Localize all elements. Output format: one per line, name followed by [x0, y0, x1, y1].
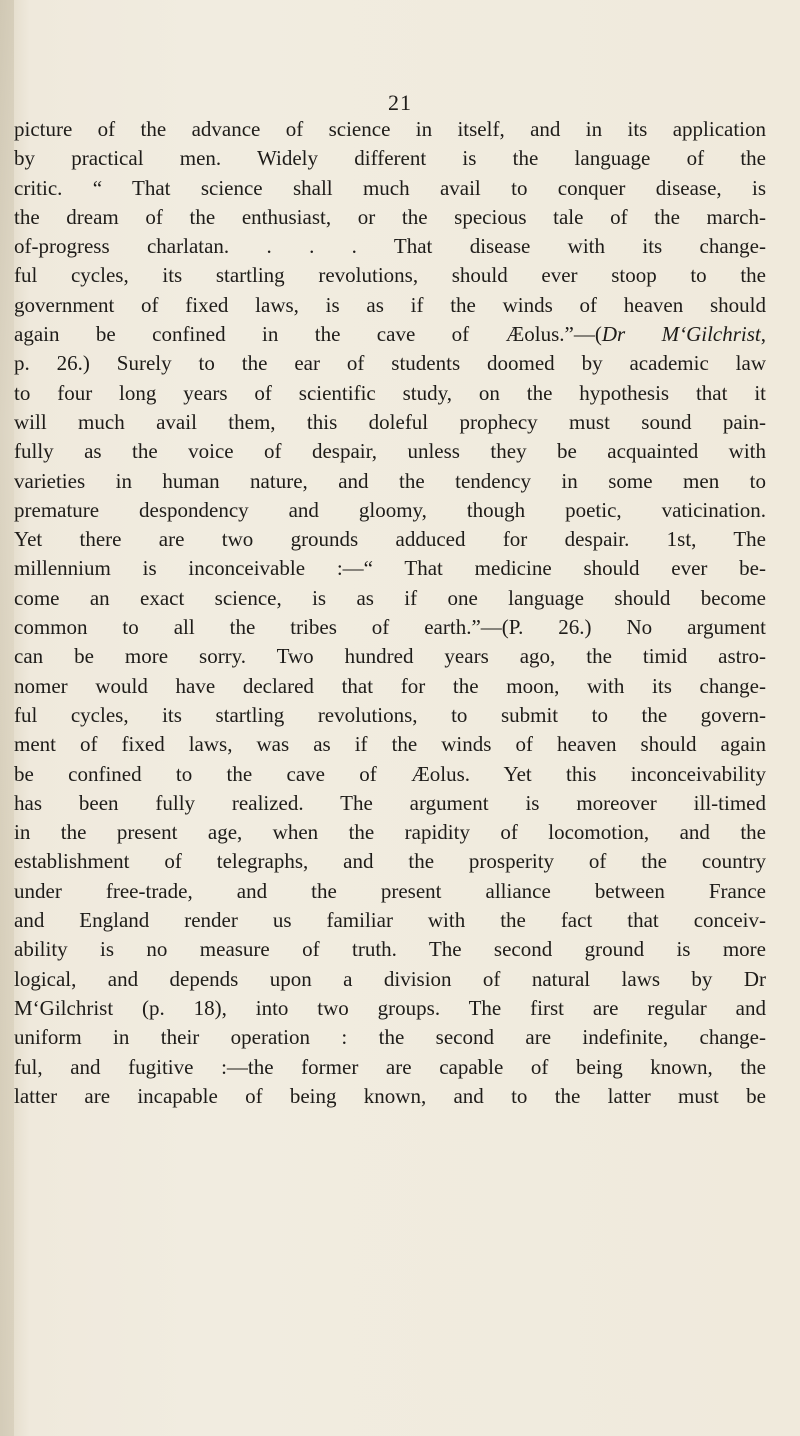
- text-line: ful, and fugitive :—the former are capable of being known, the: [14, 1054, 766, 1079]
- text-line: and England render us familiar with the fact that conceiv-: [14, 908, 766, 933]
- text-line: will much avail them, this doleful prophecy must sound pain-: [14, 409, 766, 434]
- text-line: uniform in their operation : the second are indefinite, change-: [14, 1025, 766, 1050]
- text-line: be confined to the cave of Æolus. Yet this inconceivability: [14, 761, 766, 786]
- binding-gutter: [0, 0, 14, 1436]
- text-line: M‘Gilchrist (p. 18), into two groups. The first are regular and: [14, 995, 766, 1020]
- text-line: critic. “ That science shall much avail to conquer disease, is: [14, 175, 766, 200]
- text-line: can be more sorry. Two hundred years ago, the timid astro-: [14, 644, 766, 669]
- body-text: [14, 115, 766, 1111]
- text-line: by practical men. Widely different is the language of the: [14, 146, 766, 171]
- text-line: ability is no measure of truth. The second ground is more: [14, 937, 766, 962]
- text-line: to four long years of scientific study, on the hypothesis that it: [14, 380, 766, 405]
- text-line: picture of the advance of science in itself, and in its application: [14, 117, 766, 141]
- text-line: ful cycles, its startling revolutions, should ever stoop to the: [14, 263, 766, 288]
- text-line: in the present age, when the rapidity of locomotion, and the: [14, 820, 766, 845]
- text-line: establishment of telegraphs, and the prosperity of the country: [14, 849, 766, 874]
- text-line: millennium is inconceivable :—“ That medicine should ever be-: [14, 556, 766, 581]
- text-line: come an exact science, is as if one language should become: [14, 585, 766, 610]
- text-line: ful cycles, its startling revolutions, to submit to the govern-: [14, 702, 766, 727]
- text-line: Yet there are two grounds adduced for despair. 1st, The: [14, 527, 766, 552]
- text-line: again be confined in the cave of Æolus.”—(Dr M‘Gilchrist,: [14, 322, 766, 347]
- text-line: latter are incapable of being known, and to the latter must be: [14, 1083, 766, 1108]
- text-line: nomer would have declared that for the moon, with its change-: [14, 673, 766, 698]
- text-line: p. 26.) Surely to the ear of students doomed by academic law: [14, 351, 766, 376]
- text-line: common to all the tribes of earth.”—(P. 26.) No argument: [14, 615, 766, 640]
- text-line: of-progress charlatan. . . . That disease with its change-: [14, 234, 766, 259]
- page-number: 21: [388, 90, 412, 115]
- text-line: has been fully realized. The argument is moreover ill-timed: [14, 790, 766, 815]
- text-line: the dream of the enthusiast, or the specious tale of the march-: [14, 204, 766, 229]
- text-line: varieties in human nature, and the tendency in some men to: [14, 468, 766, 493]
- text-line: logical, and depends upon a division of natural laws by Dr: [14, 966, 766, 991]
- text-line: government of fixed laws, is as if the winds of heaven should: [14, 292, 766, 317]
- text-line: fully as the voice of despair, unless they be acquainted with: [14, 439, 766, 464]
- text-line: under free-trade, and the present alliance between France: [14, 878, 766, 903]
- text-line: premature despondency and gloomy, though poetic, vaticination.: [14, 497, 766, 522]
- text-line: ment of fixed laws, was as if the winds of heaven should again: [14, 732, 766, 757]
